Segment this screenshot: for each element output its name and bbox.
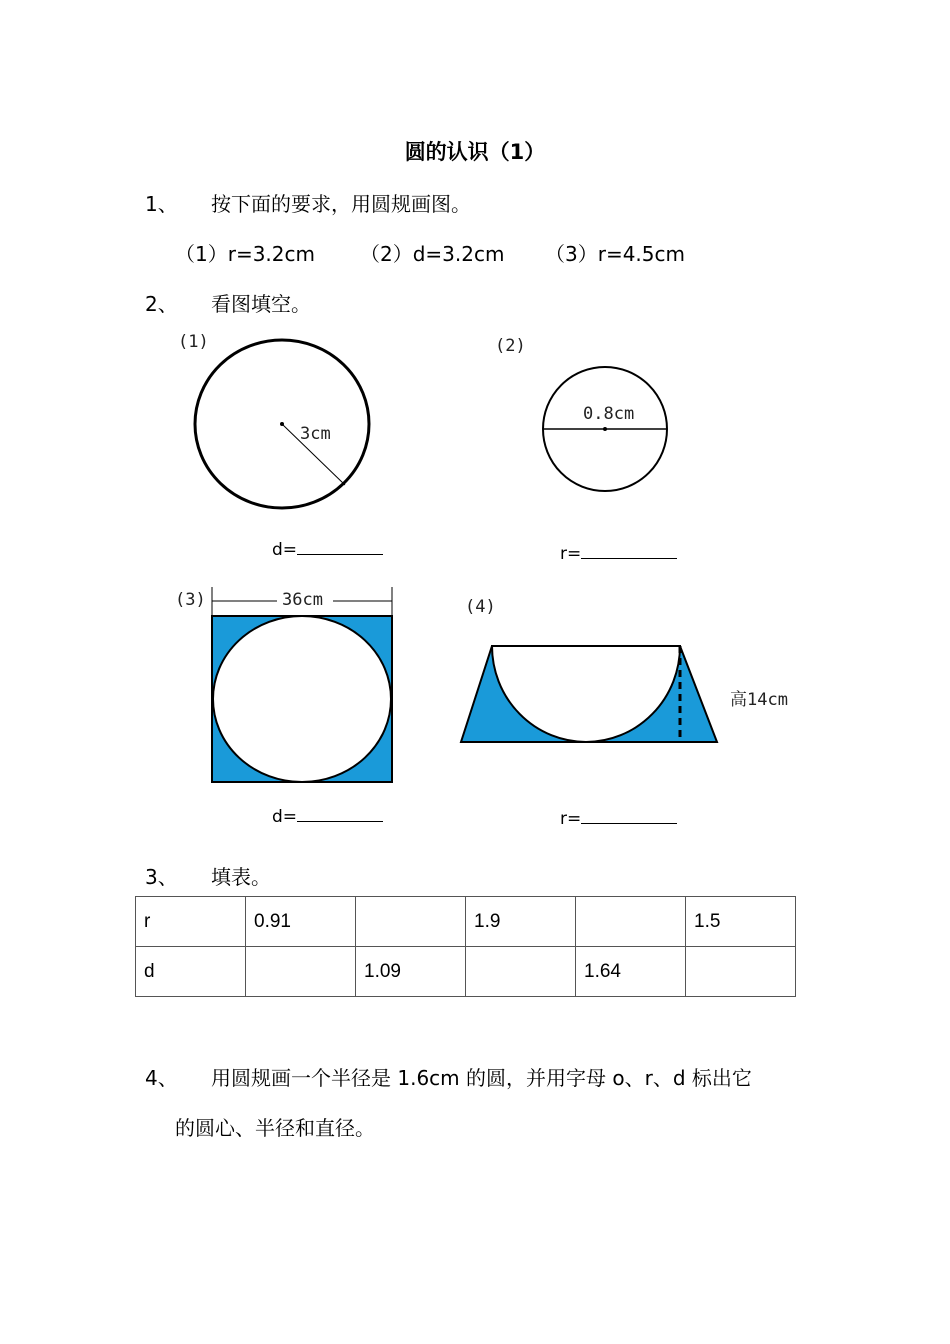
figure-4-answer-label: r= <box>560 809 582 829</box>
table-cell[interactable] <box>466 947 576 997</box>
figure-3-label: 36cm <box>282 590 323 610</box>
q1-item-2: （2）d=3.2cm <box>360 242 505 266</box>
question-2-number: 2、 <box>145 292 178 316</box>
figure-3-square <box>205 585 400 790</box>
question-3-text: 填表。 <box>211 865 271 889</box>
table-cell: 0.91 <box>246 897 356 947</box>
figure-3-tag: (3) <box>175 590 206 610</box>
table-cell[interactable] <box>246 947 356 997</box>
table-row <box>136 897 796 947</box>
figure-2-answer <box>560 542 677 564</box>
figure-1-label: 3cm <box>300 424 331 444</box>
table-cell: 1.5 <box>686 897 796 947</box>
table-cell: 1.64 <box>576 947 686 997</box>
figure-2-answer-label: r= <box>560 544 582 564</box>
table-row <box>136 947 796 997</box>
figure-1-blank[interactable] <box>297 538 383 555</box>
question-3-number: 3、 <box>145 865 178 889</box>
table-cell: 1.09 <box>356 947 466 997</box>
figure-4-trapezoid <box>455 640 725 750</box>
figure-4-label: 高14cm <box>730 690 788 710</box>
table-cell: 1.9 <box>466 897 576 947</box>
q1-item-3: （3）r=4.5cm <box>545 242 685 266</box>
figure-2-center <box>603 427 607 431</box>
question-1-text: 按下面的要求，用圆规画图。 <box>211 192 471 216</box>
question-3 <box>145 861 271 890</box>
figure-2-tag: (2) <box>495 336 526 356</box>
table-cell[interactable] <box>356 897 466 947</box>
table-cell: d <box>136 947 246 997</box>
q1-item-1: （1）r=3.2cm <box>175 242 315 266</box>
table-cell[interactable] <box>686 947 796 997</box>
table-cell: r <box>136 897 246 947</box>
table-cell[interactable] <box>576 897 686 947</box>
question-4 <box>145 1062 752 1091</box>
figure-3-blank[interactable] <box>297 805 383 822</box>
figure-3-answer-label: d= <box>272 807 298 827</box>
figure-2-label: 0.8cm <box>583 404 635 424</box>
figure-2-blank[interactable] <box>581 542 677 559</box>
figure-4-answer <box>560 807 677 829</box>
figure-3-answer <box>272 805 383 827</box>
figure-4-blank[interactable] <box>581 807 677 824</box>
fill-table <box>135 896 796 997</box>
question-4-line-2: 的圆心、半径和直径。 <box>175 1116 375 1140</box>
figure-3-inner-circle <box>213 616 391 782</box>
question-2 <box>145 288 311 317</box>
page-title: 圆的认识（1） <box>404 140 546 164</box>
question-2-text: 看图填空。 <box>211 292 311 316</box>
question-4-number: 4、 <box>145 1066 178 1090</box>
figure-1-answer-label: d= <box>272 540 298 560</box>
question-4-line-1: 用圆规画一个半径是 1.6cm 的圆，并用字母 o、r、d 标出它 <box>211 1066 752 1090</box>
figure-4-tag: (4) <box>465 597 496 617</box>
question-1 <box>145 188 471 217</box>
question-1-number: 1、 <box>145 192 178 216</box>
figure-2-circle <box>535 360 675 500</box>
figure-1-answer <box>272 538 383 560</box>
figure-1-circle <box>185 330 385 520</box>
figure-1-tag: (1) <box>178 332 209 352</box>
